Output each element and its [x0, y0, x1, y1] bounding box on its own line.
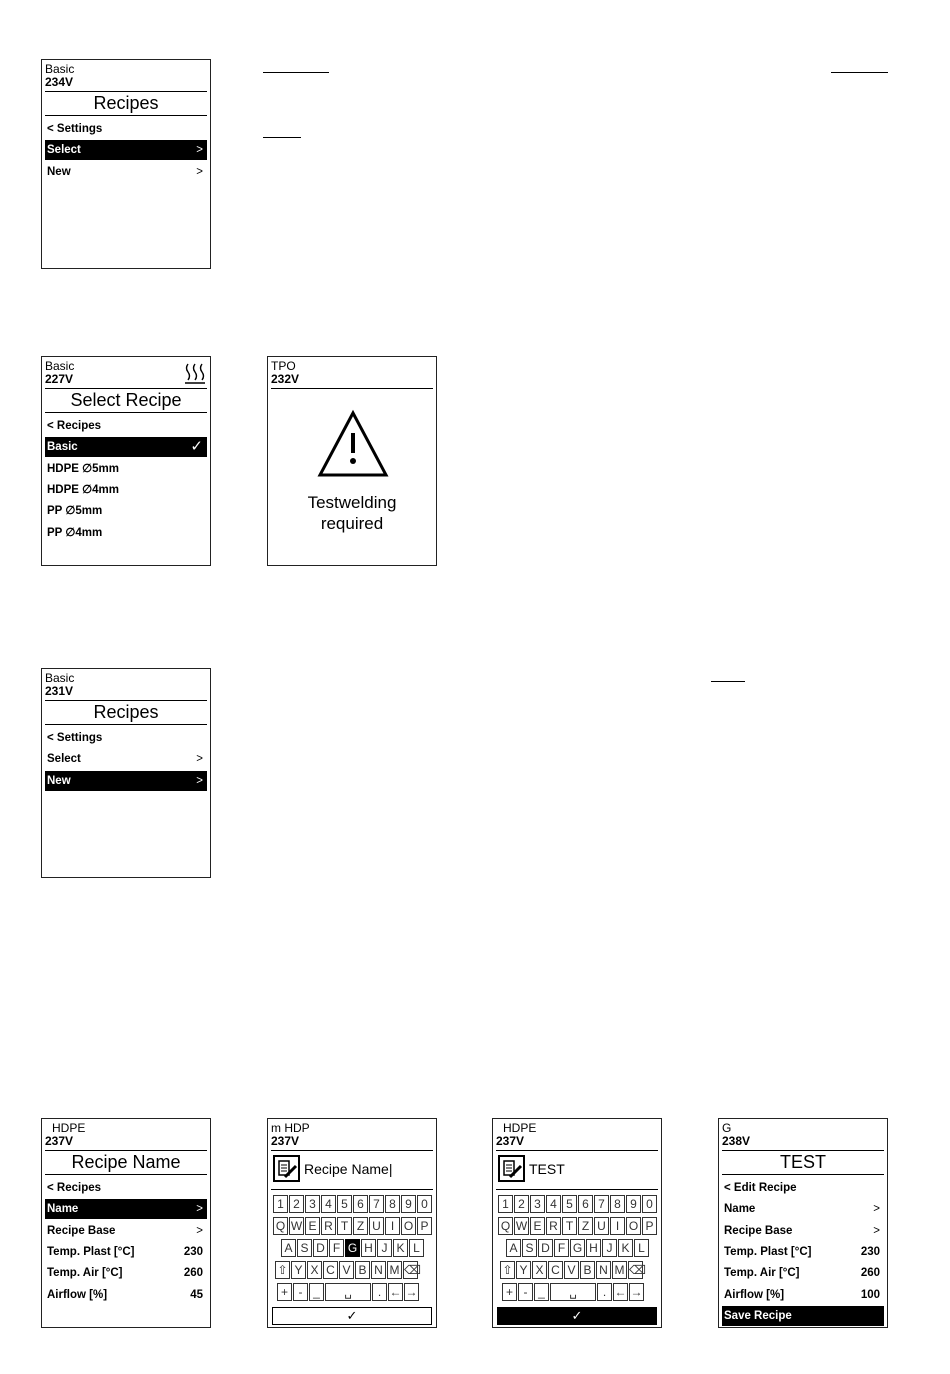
param-name[interactable]	[45, 1199, 207, 1219]
text-underline	[263, 137, 301, 138]
divider	[722, 1174, 884, 1175]
key[interactable]: P	[417, 1217, 432, 1235]
key[interactable]: B	[580, 1261, 595, 1279]
confirm-button[interactable]: ✓	[497, 1307, 657, 1325]
chevron-right-icon: >	[196, 775, 203, 787]
key[interactable]: 9	[626, 1195, 641, 1213]
keyboard-screen-2	[492, 1118, 662, 1328]
key[interactable]: P	[642, 1217, 657, 1235]
divider	[271, 1150, 433, 1151]
key[interactable]: ←	[389, 1285, 402, 1299]
key[interactable]: -	[293, 1283, 308, 1301]
key[interactable]: Y	[516, 1261, 531, 1279]
param-recipe-base[interactable]	[45, 1221, 207, 1241]
key[interactable]: M	[387, 1261, 402, 1279]
key[interactable]: K	[393, 1239, 408, 1257]
back-settings[interactable]: < Settings	[47, 732, 103, 744]
key[interactable]: .	[372, 1283, 387, 1301]
key[interactable]: D	[538, 1239, 553, 1257]
key[interactable]: 8	[610, 1195, 625, 1213]
param-temp-air[interactable]	[45, 1263, 207, 1283]
keyboard-row2	[498, 1217, 657, 1235]
param-name[interactable]	[722, 1199, 884, 1219]
keyboard-row5	[277, 1283, 419, 1301]
chevron-right-icon: >	[196, 144, 203, 156]
key[interactable]: _	[534, 1283, 549, 1301]
menu-item-label: New	[47, 166, 71, 178]
key[interactable]: ␣	[550, 1283, 596, 1301]
param-label: Temp. Plast [°C]	[47, 1246, 135, 1258]
key[interactable]: 8	[385, 1195, 400, 1213]
key[interactable]: G	[345, 1239, 360, 1257]
divider	[722, 1150, 884, 1151]
voltage-label: 237V	[271, 1134, 300, 1148]
menu-item-new[interactable]	[45, 162, 207, 182]
edit-pen-icon	[498, 1155, 525, 1182]
key[interactable]: M	[612, 1261, 627, 1279]
key[interactable]: 0	[642, 1195, 657, 1213]
param-value: 100	[860, 1289, 880, 1301]
voltage-label: 237V	[496, 1134, 525, 1148]
key[interactable]: Q	[498, 1217, 513, 1235]
chevron-right-icon: >	[873, 1203, 880, 1215]
recipe-item[interactable]: PP ∅4mm	[47, 527, 103, 539]
recipes-screen-2	[41, 668, 211, 878]
divider	[45, 388, 207, 389]
message-line-2: required	[320, 514, 384, 533]
key[interactable]: K	[618, 1239, 633, 1257]
keyboard-screen-1	[267, 1118, 437, 1328]
key[interactable]: ␣	[325, 1283, 371, 1301]
key[interactable]: 6	[353, 1195, 368, 1213]
param-temp-plast[interactable]	[45, 1242, 207, 1262]
back-edit-recipe[interactable]: < Edit Recipe	[724, 1182, 797, 1194]
key[interactable]: V	[564, 1261, 579, 1279]
mode-label: G	[722, 1121, 732, 1135]
param-value: 260	[183, 1267, 203, 1279]
divider	[496, 1150, 658, 1151]
key[interactable]: A	[506, 1239, 521, 1257]
keyboard-row2	[273, 1217, 432, 1235]
chevron-right-icon: >	[196, 1225, 203, 1237]
key[interactable]: Y	[291, 1261, 306, 1279]
param-recipe-base[interactable]	[722, 1221, 884, 1241]
key[interactable]: ⌫	[629, 1263, 646, 1277]
key[interactable]: →	[630, 1285, 643, 1299]
key[interactable]: E	[530, 1217, 545, 1235]
key[interactable]: R	[321, 1217, 336, 1235]
key[interactable]: _	[309, 1283, 324, 1301]
param-value: 45	[190, 1289, 203, 1301]
mode-label: TPO	[271, 359, 296, 373]
key[interactable]: G	[570, 1239, 585, 1257]
recipe-name-input[interactable]: Recipe Name|	[304, 1161, 393, 1177]
recipe-item[interactable]: PP ∅5mm	[47, 505, 103, 517]
text-underline	[831, 72, 888, 73]
menu-item-select[interactable]	[45, 140, 207, 160]
chevron-right-icon: >	[196, 1203, 203, 1215]
keyboard-row4	[275, 1261, 421, 1279]
key[interactable]: F	[554, 1239, 569, 1257]
key[interactable]: 4	[321, 1195, 336, 1213]
text-underline	[263, 72, 329, 73]
key[interactable]: S	[297, 1239, 312, 1257]
key[interactable]: H	[361, 1239, 376, 1257]
voltage-label: 238V	[722, 1134, 751, 1148]
mode-label: Basic	[45, 359, 75, 373]
divider	[45, 91, 207, 92]
divider	[45, 412, 207, 413]
param-label: Temp. Air [°C]	[724, 1267, 800, 1279]
recipe-name-input[interactable]: TEST	[529, 1161, 565, 1177]
divider	[45, 1174, 207, 1175]
key[interactable]: Z	[578, 1217, 593, 1235]
keyboard-row1	[273, 1195, 432, 1213]
select-recipe-screen	[41, 356, 211, 566]
key[interactable]: L	[634, 1239, 649, 1257]
back-recipes[interactable]: < Recipes	[47, 1182, 102, 1194]
keyboard-row1	[498, 1195, 657, 1213]
keyboard-row5	[502, 1283, 644, 1301]
key[interactable]: T	[562, 1217, 577, 1235]
recipe-item[interactable]: HDPE ∅5mm	[47, 463, 120, 475]
key[interactable]: W	[290, 1219, 303, 1233]
key[interactable]: J	[602, 1239, 617, 1257]
divider	[496, 1189, 658, 1190]
back-recipes[interactable]: < Recipes	[47, 420, 102, 432]
key[interactable]: →	[405, 1285, 418, 1299]
key[interactable]: 2	[289, 1195, 304, 1213]
screen-title: TEST	[779, 1152, 826, 1172]
key[interactable]: J	[377, 1239, 392, 1257]
key[interactable]: 9	[401, 1195, 416, 1213]
warning-icon	[317, 409, 389, 479]
key[interactable]: H	[586, 1239, 601, 1257]
text-underline	[711, 681, 745, 682]
divider	[271, 1189, 433, 1190]
key[interactable]: 2	[514, 1195, 529, 1213]
key[interactable]: 3	[305, 1195, 320, 1213]
keyboard-row3	[506, 1239, 649, 1257]
param-label: Name	[47, 1203, 79, 1215]
param-label: Recipe Base	[724, 1225, 793, 1237]
key[interactable]: 7	[594, 1195, 609, 1213]
edit-recipe-screen	[718, 1118, 888, 1328]
param-value: 260	[860, 1267, 880, 1279]
param-label: Airflow [%]	[724, 1289, 785, 1301]
key[interactable]: 5	[337, 1195, 352, 1213]
key[interactable]: I	[385, 1217, 400, 1235]
menu-item-label: Select	[47, 753, 81, 765]
mode-label: HDPE	[503, 1121, 537, 1135]
recipe-name-screen	[41, 1118, 211, 1328]
key[interactable]: N	[596, 1261, 611, 1279]
key[interactable]: X	[307, 1261, 322, 1279]
recipe-item[interactable]: HDPE ∅4mm	[47, 484, 120, 496]
save-recipe-button[interactable]: Save Recipe	[722, 1306, 884, 1326]
divider	[45, 724, 207, 725]
recipe-item-basic[interactable]	[45, 437, 207, 457]
key[interactable]: 1	[273, 1195, 288, 1213]
testwelding-screen	[267, 356, 437, 566]
menu-item-label: Select	[47, 144, 81, 156]
key[interactable]: 1	[498, 1195, 513, 1213]
edit-pen-icon	[273, 1155, 300, 1182]
param-temp-air[interactable]	[722, 1263, 884, 1283]
divider	[45, 1150, 207, 1151]
voltage-label: 227V	[45, 372, 74, 386]
menu-item-label: New	[47, 775, 71, 787]
param-label: Temp. Plast [°C]	[724, 1246, 812, 1258]
voltage-label: 231V	[45, 684, 74, 698]
key[interactable]: B	[355, 1261, 370, 1279]
key[interactable]: S	[522, 1239, 537, 1257]
param-airflow[interactable]	[722, 1285, 884, 1305]
key[interactable]: W	[515, 1219, 528, 1233]
key[interactable]: O	[401, 1217, 416, 1235]
confirm-button[interactable]: ✓	[272, 1307, 432, 1325]
keyboard-row3	[281, 1239, 424, 1257]
divider	[45, 115, 207, 116]
key[interactable]: E	[305, 1217, 320, 1235]
screen-title: Recipes	[93, 93, 159, 113]
voltage-label: 232V	[271, 372, 300, 386]
voltage-label: 237V	[45, 1134, 74, 1148]
param-label: Name	[724, 1203, 756, 1215]
check-icon: ✓	[190, 438, 203, 455]
chevron-right-icon: >	[196, 753, 203, 765]
key[interactable]: C	[323, 1261, 338, 1279]
param-value: 230	[183, 1246, 203, 1258]
recipes-screen-1	[41, 59, 211, 269]
key[interactable]: ⇧	[275, 1261, 290, 1279]
mode-label: HDPE	[52, 1121, 86, 1135]
keyboard-row4	[500, 1261, 646, 1279]
param-label: Recipe Base	[47, 1225, 116, 1237]
key[interactable]: D	[313, 1239, 328, 1257]
key[interactable]: U	[594, 1217, 609, 1235]
screen-title: Select Recipe	[70, 390, 182, 410]
key[interactable]: F	[329, 1239, 344, 1257]
key[interactable]: N	[371, 1261, 386, 1279]
key[interactable]: Z	[353, 1217, 368, 1235]
param-label: Airflow [%]	[47, 1289, 108, 1301]
key[interactable]: -	[518, 1283, 533, 1301]
divider	[45, 700, 207, 701]
key[interactable]: R	[546, 1217, 561, 1235]
key[interactable]: +	[502, 1283, 517, 1301]
voltage-label: 234V	[45, 75, 74, 89]
key[interactable]: V	[339, 1261, 354, 1279]
menu-item-new[interactable]	[45, 771, 207, 791]
key[interactable]: 6	[578, 1195, 593, 1213]
param-temp-plast[interactable]	[722, 1242, 884, 1262]
key[interactable]: ⇧	[500, 1261, 515, 1279]
key[interactable]: +	[277, 1283, 292, 1301]
key[interactable]: L	[409, 1239, 424, 1257]
menu-item-select[interactable]	[45, 749, 207, 769]
key[interactable]: U	[369, 1217, 384, 1235]
key[interactable]: I	[610, 1217, 625, 1235]
param-value: 230	[860, 1246, 880, 1258]
screen-title: Recipes	[93, 702, 159, 722]
key[interactable]: 3	[530, 1195, 545, 1213]
chevron-right-icon: >	[196, 166, 203, 178]
key[interactable]: T	[337, 1217, 352, 1235]
mode-label: Basic	[45, 671, 75, 685]
recipe-label: Basic	[47, 441, 78, 453]
key[interactable]: 4	[546, 1195, 561, 1213]
key[interactable]: 0	[417, 1195, 432, 1213]
key[interactable]: 5	[562, 1195, 577, 1213]
heating-icon	[184, 362, 206, 384]
param-airflow[interactable]	[45, 1285, 207, 1305]
key[interactable]: .	[597, 1283, 612, 1301]
divider	[271, 388, 433, 389]
key[interactable]: C	[548, 1261, 563, 1279]
back-settings[interactable]: < Settings	[47, 123, 103, 135]
key[interactable]: ←	[614, 1285, 627, 1299]
key[interactable]: Q	[273, 1217, 288, 1235]
chevron-right-icon: >	[873, 1225, 880, 1237]
key[interactable]: ⌫	[404, 1263, 421, 1277]
param-label: Temp. Air [°C]	[47, 1267, 123, 1279]
key[interactable]: X	[532, 1261, 547, 1279]
key[interactable]: A	[281, 1239, 296, 1257]
screen-title: Recipe Name	[71, 1152, 181, 1172]
message-line-1: Testwelding	[307, 493, 397, 512]
key[interactable]: O	[626, 1217, 641, 1235]
key[interactable]: 7	[369, 1195, 384, 1213]
mode-label: m HDP	[271, 1121, 310, 1135]
mode-label: Basic	[45, 62, 75, 76]
